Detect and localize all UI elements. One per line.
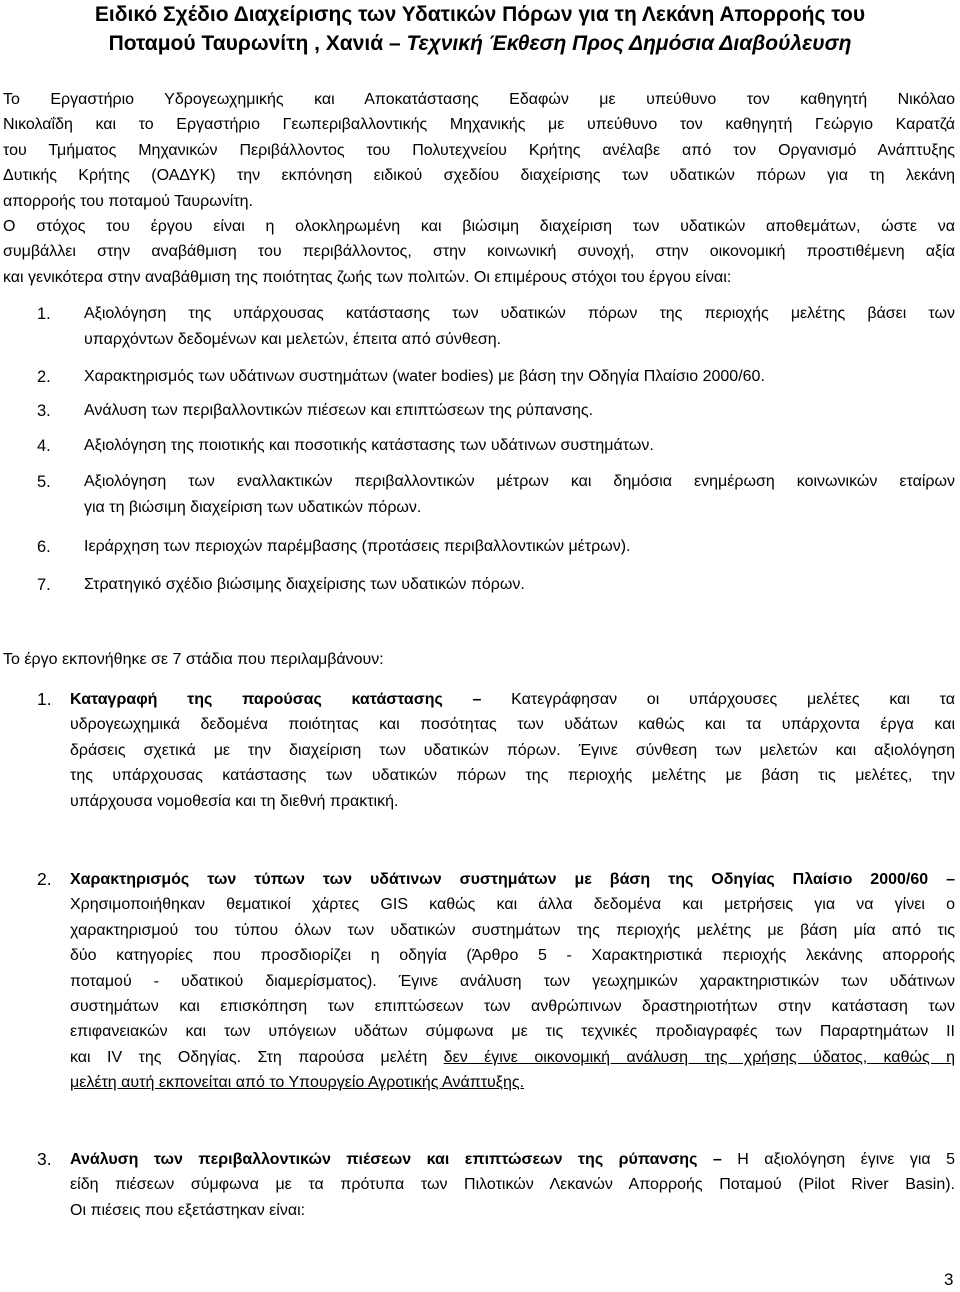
text-line: και IV της Οδηγίας. Στη παρούσα μελέτη δεν έγινε οικονομική ανάλυση της χρήσης ύδατος, καθώς η <box>70 1048 955 1066</box>
text-line: Στρατηγικό σχέδιο βιώσιμης διαχείρισης των υδατικών πόρων. <box>84 576 525 593</box>
text-line: Αξιολόγηση των εναλλακτικών περιβαλλοντικών μέτρων και δημόσια ενημέρωση κοινωνικών εταίρων <box>84 473 955 490</box>
text-line: Χρησιμοποιήθηκαν θεματικοί χάρτες GIS καθώς και άλλα δεδομένα και μετρήσεις για να γίνει ο <box>70 896 955 914</box>
text-line: Ανάλυση των περιβαλλοντικών πιέσεων και επιπτώσεων της ρύπανσης. <box>84 402 594 419</box>
stages-intro <box>3 647 955 673</box>
text-line: και γενικότερα στην αναβάθμιση της ποιότητας ζωής των πολιτών. Οι επιμέρους στόχοι του έργου είναι: <box>3 268 732 286</box>
text-line: Ανάλυση των περιβαλλοντικών πιέσεων και επιπτώσεων της ρύπανσης – Η αξιολόγηση έγινε για 5 <box>70 1151 955 1168</box>
text-line: Αξιολόγηση της ποιοτικής και ποσοτικής κατάστασης των υδάτινων συστημάτων. <box>84 437 654 454</box>
text-line: Το έργο εκπονήθηκε σε 7 στάδια που περιλαμβάνουν: <box>3 651 384 668</box>
text-line: για τη βιώσιμη διαχείριση των υδατικών πόρων. <box>84 499 422 516</box>
text-line <box>70 1070 955 1095</box>
stage-number: 2. <box>37 869 52 889</box>
title-line: Ποταμού Ταυρωνίτη , Χανιά – Τεχνική Έκθεση Προς Δημόσια Διαβούλευση <box>108 32 852 55</box>
title-line: Ειδικό Σχέδιο Διαχείρισης των Υδατικών Πόρων για τη Λεκάνη Απορροής του <box>94 3 866 26</box>
text-line: του Τμήματος Μηχανικών Περιβάλλοντος του Πολυτεχνείου Κρήτης ανέλαβε από τον Οργανισμό Ανάπτυξης <box>3 141 955 159</box>
list-number: 7. <box>37 576 51 594</box>
text-line: Νικολαΐδη και το Εργαστήριο Γεωπεριβαλλοντικής Μηχανικής με υπεύθυνο τον καθηγητή Γεώργιο Καρατζά <box>3 116 955 134</box>
text-line: απορροής του ποταμού Ταυρωνίτη. <box>3 192 253 210</box>
stage-number: 3. <box>37 1149 52 1169</box>
text-line: δύο κατηγορίες που προσδιορίζει η οδηγία (Άρθρο 5 - Χαρακτηριστικά περιοχής λεκάνης απορροής <box>70 947 955 965</box>
text-line: της υπάρχουσας κατάστασης των υδατικών πόρων της περιοχής μελέτης με βάση τις μελέτες, την <box>70 767 955 785</box>
list-number: 1. <box>37 305 51 323</box>
document-title <box>0 0 960 58</box>
stage-number: 1. <box>37 689 52 709</box>
text-line: υπάρχουσα νομοθεσία και τη διεθνή πρακτική. <box>70 792 399 810</box>
list-number: 5. <box>37 473 51 491</box>
underlined-text: μελέτη αυτή εκπονείται από το Υπουργείο Αγροτικής Ανάπτυξης. <box>70 1074 525 1092</box>
stage-heading: Ανάλυση των περιβαλλοντικών πιέσεων και επιπτώσεων της ρύπανσης – <box>70 1151 722 1168</box>
text-line: δράσεις σχετικά με την διαχείριση των υδατικών πόρων. Έγινε σύνθεση των μελετών και αξιολόγηση <box>70 741 955 759</box>
intro-paragraph <box>3 87 955 214</box>
list-number: 2. <box>37 368 51 386</box>
text-line: υπαρχόντων δεδομένων και μελετών, έπειτα από σύνθεση. <box>84 331 502 348</box>
list-number: 6. <box>37 538 51 556</box>
text-line: Ο στόχος του έργου είναι η ολοκληρωμένη και βιώσιμη διαχείριση των υδατικών αποθεμάτων, ώστε να <box>3 218 955 235</box>
title-subtitle: – Τεχνική Έκθεση Προς Δημόσια Διαβούλευση <box>388 32 852 55</box>
list-number: 3. <box>37 402 51 420</box>
text-line: Ιεράρχηση των περιοχών παρέμβασης (προτάσεις περιβαλλοντικών μέτρων). <box>84 538 631 555</box>
underlined-text: δεν έγινε οικονομική ανάλυση της χρήσης ύδατος, καθώς η <box>443 1048 955 1066</box>
stage-heading: Χαρακτηρισμός των τύπων των υδάτινων συστημάτων με βάση της Οδηγίας Πλαίσιο 2000/60 – <box>70 871 955 888</box>
text-line: Το Εργαστήριο Υδρογεωχημικής και Αποκατάστασης Εδαφών με υπεύθυνο τον καθηγητή Νικόλαο <box>3 91 955 108</box>
text-line: είδη πιέσεων σύμφωνα με τα πρότυπα των Πιλοτικών Λεκανών Απορροής Ποταμού (Pilot River Basin). <box>70 1176 955 1194</box>
text-line: Οι πιέσεις που εξετάστηκαν είναι: <box>70 1201 306 1219</box>
text-line: συμβάλλει στην αναβάθμιση του περιβάλλοντος, στην κοινωνική συνοχή, στην οικονομική προστιθέμενη αξία <box>3 243 955 261</box>
text-line: Αξιολόγηση της υπάρχουσας κατάστασης των υδατικών πόρων της περιοχής μελέτης βάσει των <box>84 305 955 322</box>
text-line: Καταγραφή της παρούσας κατάστασης – Κατεγράφησαν οι υπάρχουσες μελέτες και τα <box>70 691 955 708</box>
text-line: επιφανειακών και των υπόγειων υδάτων σύμφωνα με τις τεχνικές προδιαγραφές των Παραρτημάτων II <box>70 1023 955 1041</box>
list-number: 4. <box>37 437 51 455</box>
text-line: Δυτικής Κρήτης (ΟΑΔΥΚ) την εκπόνηση ειδικού σχεδίου διαχείρισης των υδατικών πόρων για τη λεκάνη <box>3 167 955 185</box>
text-line: ποταμού - υδατικού διαμερίσματος). Έγινε ανάλυση των γεωχημικών χαρακτηριστικών των υδάτινων <box>70 972 955 990</box>
text-line: συστημάτων και επισκόπηση των επιπτώσεων των ανθρώπινων δραστηριοτήτων στην κατάσταση των <box>70 997 955 1015</box>
text-line: υδρογεωχημικά δεδομένα ποιότητας και ποσότητας των υδάτων καθώς και τα υπάρχοντα έργα και <box>70 716 955 734</box>
page-number: 3 <box>944 1270 954 1289</box>
text-line: χαρακτηρισμού του τύπου όλων των υδατικών συστημάτων της περιοχής μελέτης με βάση μία από τις <box>70 921 955 939</box>
stage-heading: Καταγραφή της παρούσας κατάστασης – <box>70 691 482 708</box>
objective-paragraph <box>3 214 955 290</box>
text-line: Χαρακτηρισμός των υδάτινων συστημάτων (water bodies) με βάση την Οδηγία Πλαίσιο 2000/60. <box>84 368 765 385</box>
